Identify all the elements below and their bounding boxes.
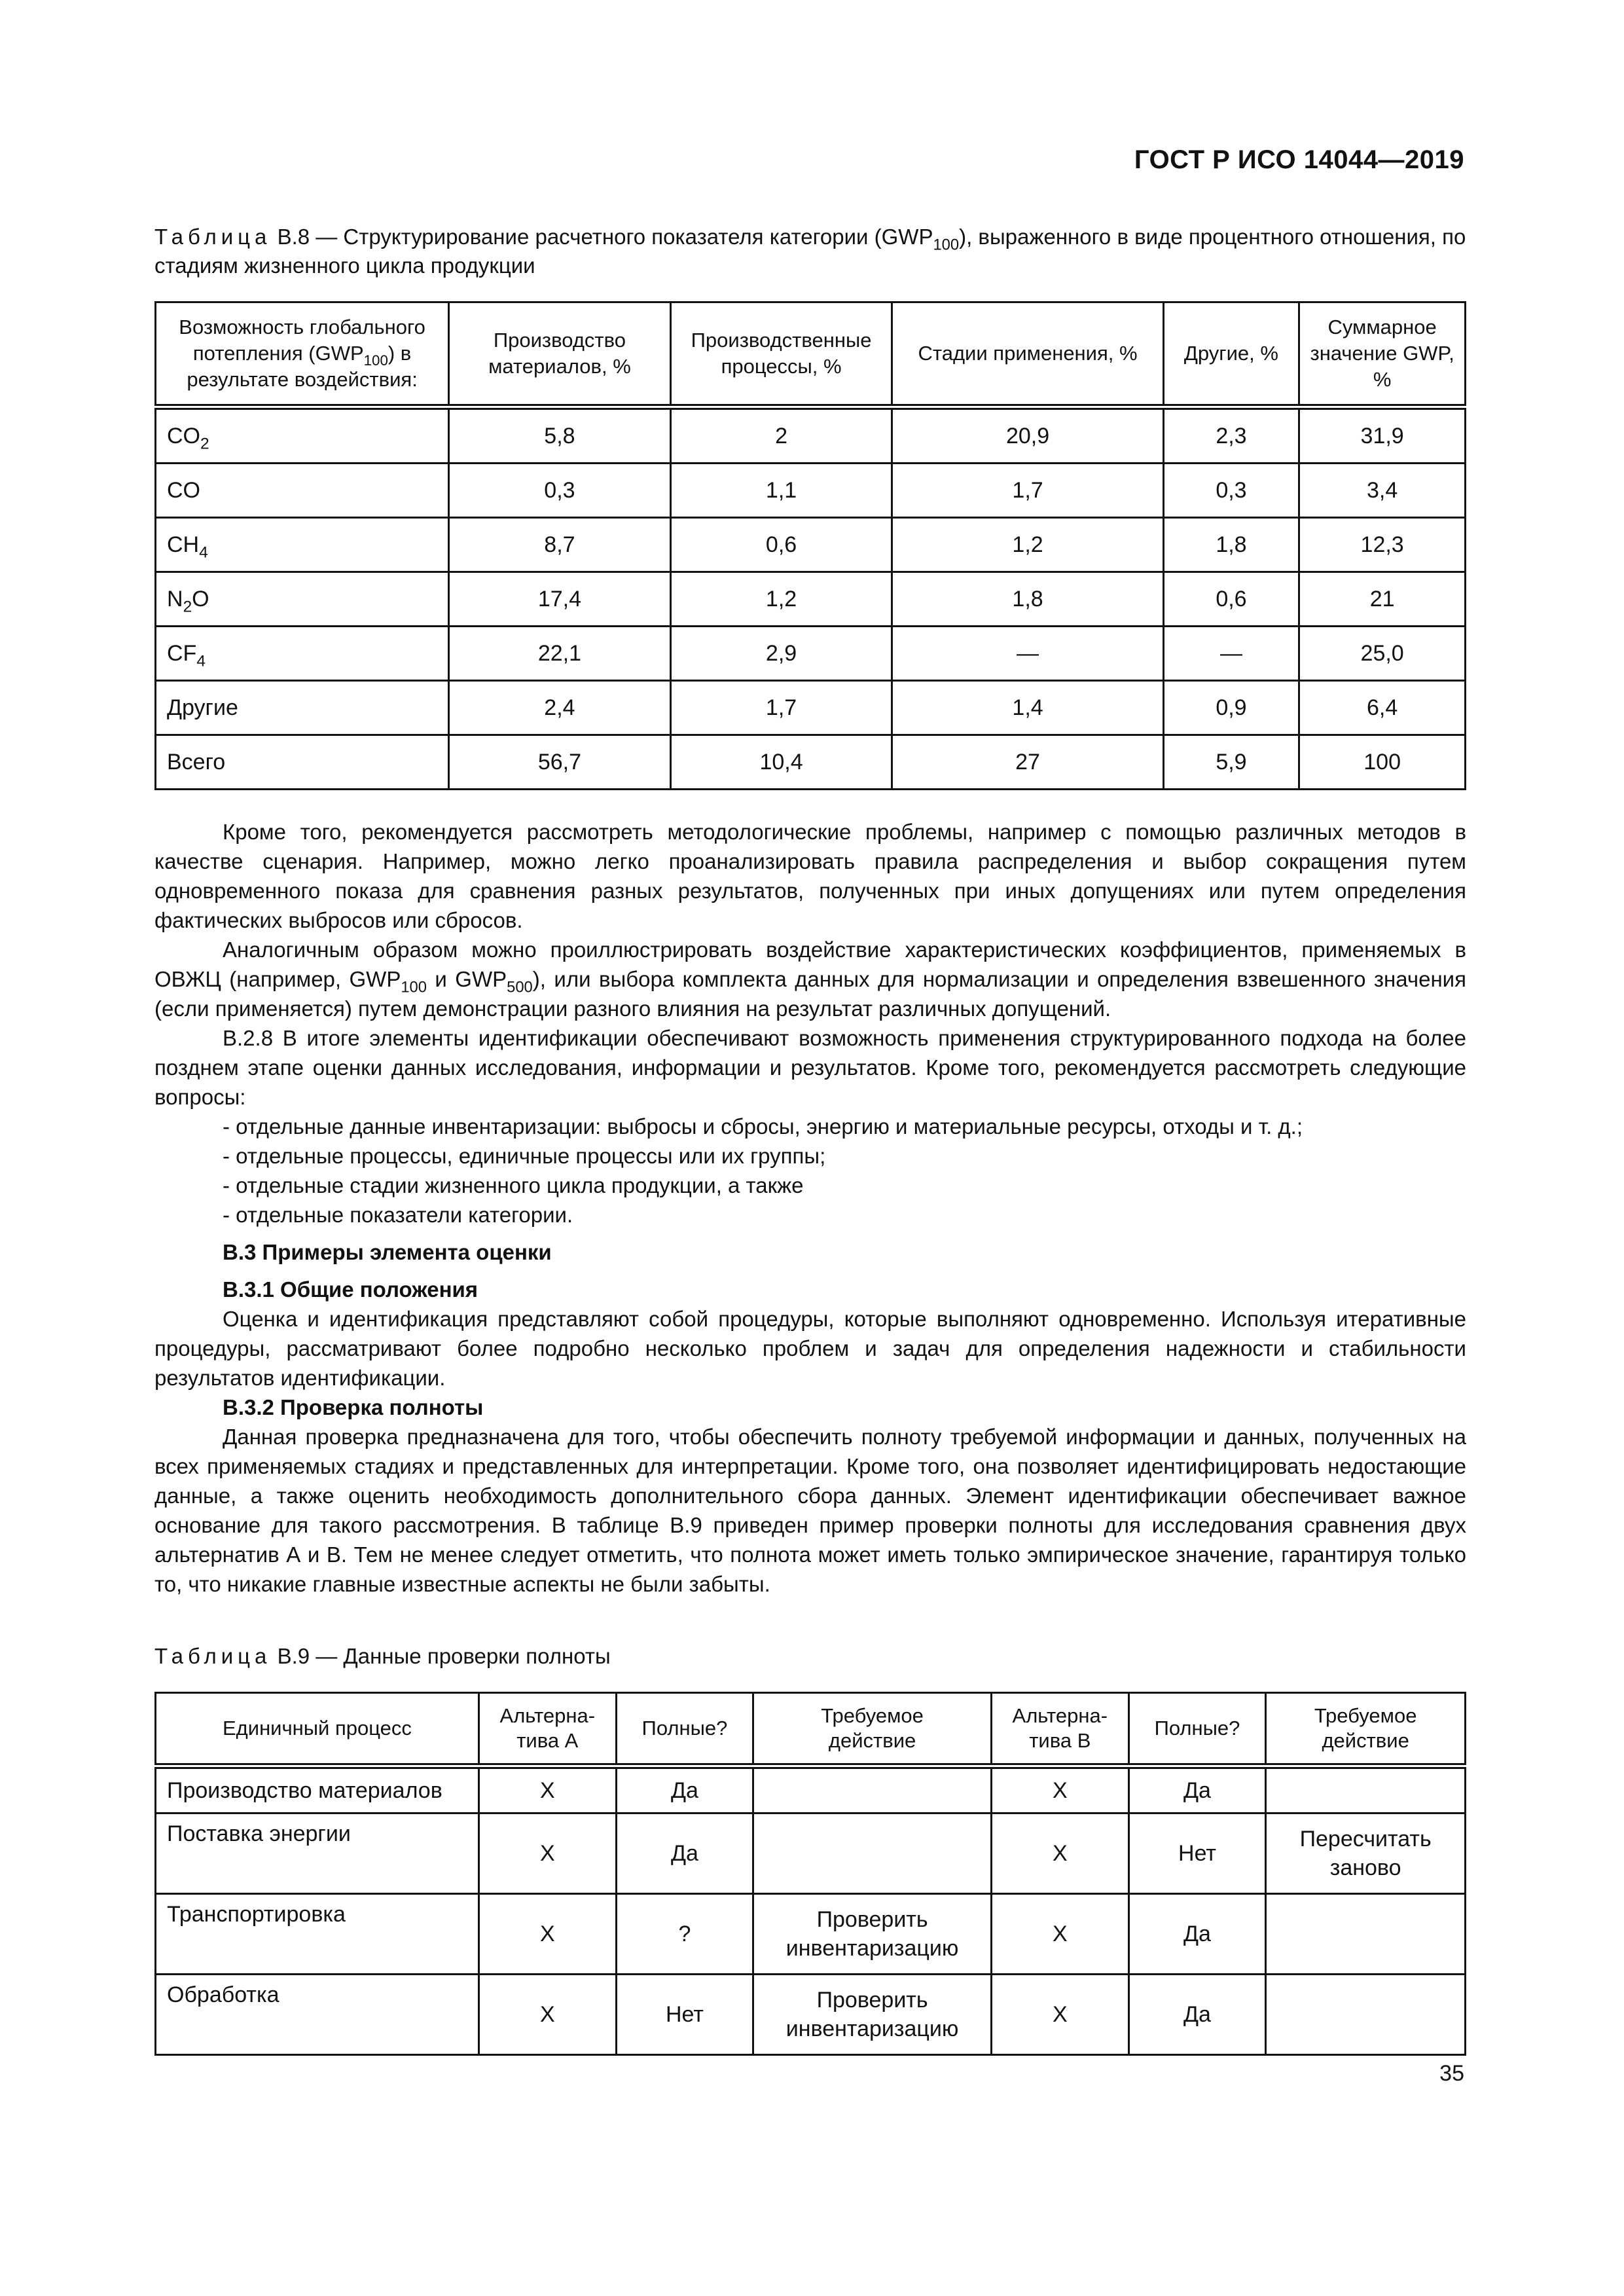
table-cell xyxy=(753,1766,992,1813)
table-cell: X xyxy=(478,1813,616,1894)
table-cell: Да xyxy=(1128,1894,1266,1975)
table-cell: 27 xyxy=(892,735,1163,790)
table-cell: Да xyxy=(1128,1975,1266,2055)
head-sub: 100 xyxy=(363,352,388,369)
table-b8-head: Стадии применения, % xyxy=(892,302,1163,407)
table-b9-head: Требуемое действие xyxy=(753,1693,992,1766)
table-cell: Нет xyxy=(1128,1813,1266,1894)
table-cell: 0,6 xyxy=(670,518,892,572)
table-cell: 21 xyxy=(1299,572,1466,627)
row-label xyxy=(156,518,449,572)
list-item: - отдельные процессы, единичные процессы или их группы; xyxy=(223,1144,826,1168)
table-b9-head: Полные? xyxy=(1128,1693,1266,1766)
paragraph: Оценка и идентификация представляют собой процедуры, которые выполняют одновременно. Используя итеративные процедуры, рассматривают более подробно несколько проблем и задач для определения надежности и стабильности результатов идентификации. xyxy=(154,1307,1466,1390)
table-cell: 2,3 xyxy=(1163,407,1299,464)
table-b9-head: Единичный процесс xyxy=(156,1693,479,1766)
table-cell: Да xyxy=(1128,1766,1266,1813)
table-b9-body xyxy=(156,1766,1466,2055)
table-cell xyxy=(1266,1975,1466,2055)
row-label-subscript: 4 xyxy=(199,543,208,562)
row-label xyxy=(156,735,449,790)
table-cell: 0,3 xyxy=(1163,464,1299,518)
table-cell: 6,4 xyxy=(1299,681,1466,735)
table-cell: 1,2 xyxy=(670,572,892,627)
table-cell: 31,9 xyxy=(1299,407,1466,464)
subscript: 100 xyxy=(401,978,427,996)
subsection-heading: В.3.1 Общие положения xyxy=(223,1277,478,1302)
row-label xyxy=(156,407,449,464)
row-label: Поставка энергии xyxy=(156,1813,479,1894)
caption-sub: 100 xyxy=(933,236,960,254)
head-text-rest: ) в результате воздействия: xyxy=(187,342,418,391)
row-label: Обработка xyxy=(156,1975,479,2055)
table-cell: Пересчитать заново xyxy=(1266,1813,1466,1894)
table-b8-caption xyxy=(154,223,1466,280)
table-cell: — xyxy=(892,627,1163,681)
caption-text-rest: ), выраженного в виде процентного отношения, по стадиям жизненного цикла продукции xyxy=(154,225,1466,278)
paragraph: Данная проверка предназначена для того, чтобы обеспечить полноту требуемой информации и данных, полученных на всех применяемых стадиях и представленных для интерпретации. Кроме того, она позволяет идентифицировать недостающие данные, а также оценить необходимость дополнительного сбора данных. Элемент идентификации обеспечивает важное основание для такого рассмотрения. В таблице В.9 приведен пример проверки полноты для исследования сравнения двух альтернатив А и В. Тем не менее следует отметить, что полнота может иметь только эмпирическое значение, гарантируя только то, что никакие главные известные аспекты не были забыты. xyxy=(154,1425,1466,1596)
table-cell: 1,8 xyxy=(892,572,1163,627)
table-cell: 5,8 xyxy=(449,407,671,464)
table-cell: 25,0 xyxy=(1299,627,1466,681)
row-label xyxy=(156,464,449,518)
table-b8-row xyxy=(156,572,1466,627)
row-label-text: CH xyxy=(167,532,200,557)
body-text xyxy=(154,817,1466,1599)
table-cell: X xyxy=(991,1975,1128,2055)
standard-designation: ГОСТ Р ИСО 14044—2019 xyxy=(1134,145,1464,174)
section-heading: В.3 Примеры элемента оценки xyxy=(223,1240,552,1264)
table-b8-row xyxy=(156,464,1466,518)
row-label xyxy=(156,627,449,681)
list-item: - отдельные стадии жизненного цикла продукции, а также xyxy=(223,1173,804,1197)
row-label xyxy=(156,681,449,735)
table-b8-row xyxy=(156,735,1466,790)
table-cell xyxy=(753,1813,992,1894)
table-b9-row xyxy=(156,1975,1466,2055)
table-cell: 2 xyxy=(670,407,892,464)
table-cell: 2,4 xyxy=(449,681,671,735)
table-b8-head: Производственные процессы, % xyxy=(670,302,892,407)
table-cell: — xyxy=(1163,627,1299,681)
table-b8-head-impact xyxy=(156,302,449,407)
table-b9-row xyxy=(156,1813,1466,1894)
table-cell: 1,4 xyxy=(892,681,1163,735)
row-label-text: N xyxy=(167,586,183,611)
table-b8-head: Производство материалов, % xyxy=(449,302,671,407)
table-cell: 2,9 xyxy=(670,627,892,681)
row-label-text: CO xyxy=(167,477,200,503)
row-label xyxy=(156,572,449,627)
table-cell: X xyxy=(478,1975,616,2055)
caption-text: В.9 — Данные проверки полноты xyxy=(277,1644,611,1668)
table-b8-row xyxy=(156,407,1466,464)
table-cell: 100 xyxy=(1299,735,1466,790)
paragraph: В.2.8 В итоге элементы идентификации обеспечивают возможность применения структурированного подхода на более позднем этапе оценки данных исследования, информации и результатов. Кроме того, рекомендуется рассмотреть следующие вопросы: xyxy=(154,1026,1466,1109)
table-cell: 20,9 xyxy=(892,407,1163,464)
table-cell: X xyxy=(991,1894,1128,1975)
row-label-text: CF xyxy=(167,640,197,666)
row-label-subscript: 4 xyxy=(196,652,206,670)
table-b9-head: Требуемое действие xyxy=(1266,1693,1466,1766)
table-cell: X xyxy=(991,1766,1128,1813)
row-label-text: Всего xyxy=(167,749,226,774)
table-b8-row xyxy=(156,627,1466,681)
table-cell: 1,7 xyxy=(892,464,1163,518)
text: ), или выбора комплекта данных для нормализации и определения взвешенного значения (если применяется) путем демонстрации разного влияния на результат различных допущений. xyxy=(154,967,1466,1021)
table-cell: 8,7 xyxy=(449,518,671,572)
subscript: 500 xyxy=(507,978,533,996)
table-b9-row xyxy=(156,1894,1466,1975)
table-cell: 1,8 xyxy=(1163,518,1299,572)
table-cell: 0,9 xyxy=(1163,681,1299,735)
row-label: Производство материалов xyxy=(156,1766,479,1813)
table-cell: 5,9 xyxy=(1163,735,1299,790)
table-cell: X xyxy=(478,1766,616,1813)
table-b8-head: Другие, % xyxy=(1163,302,1299,407)
table-cell: Да xyxy=(616,1766,753,1813)
list-item: - отдельные данные инвентаризации: выбросы и сбросы, энергию и материальные ресурсы, отходы и т. д.; xyxy=(223,1114,1303,1139)
page-number: 35 xyxy=(1439,2061,1464,2086)
table-cell: Проверить инвентаризацию xyxy=(753,1894,992,1975)
table-cell: X xyxy=(991,1813,1128,1894)
table-cell: 1,2 xyxy=(892,518,1163,572)
table-cell: 10,4 xyxy=(670,735,892,790)
subsection-heading: В.3.2 Проверка полноты xyxy=(223,1395,484,1419)
table-cell: 12,3 xyxy=(1299,518,1466,572)
caption-word: Таблица xyxy=(154,1644,272,1668)
table-b8-row xyxy=(156,681,1466,735)
table-cell: 3,4 xyxy=(1299,464,1466,518)
table-cell: 1,7 xyxy=(670,681,892,735)
table-b9-caption xyxy=(154,1642,1466,1671)
table-cell xyxy=(1266,1766,1466,1813)
table-cell: 0,6 xyxy=(1163,572,1299,627)
list-item: - отдельные показатели категории. xyxy=(223,1203,573,1227)
paragraph xyxy=(154,935,1466,1023)
head-text: Возможность глобального потепления (GWP xyxy=(179,316,425,365)
table-cell: Да xyxy=(616,1813,753,1894)
table-b9-header xyxy=(156,1693,1466,1766)
table-cell: 22,1 xyxy=(449,627,671,681)
table-b8 xyxy=(154,301,1466,790)
table-cell: 1,1 xyxy=(670,464,892,518)
row-label-subscript: 2 xyxy=(200,435,209,453)
table-cell xyxy=(1266,1894,1466,1975)
table-cell: 17,4 xyxy=(449,572,671,627)
row-label-tail: O xyxy=(192,586,209,611)
table-b8-header xyxy=(156,302,1466,407)
caption-text: В.8 — Структурирование расчетного показателя категории (GWP xyxy=(277,225,933,249)
table-cell: Нет xyxy=(616,1975,753,2055)
text: и GWP xyxy=(426,967,507,991)
row-label-text: Другие xyxy=(167,695,238,720)
table-cell: 0,3 xyxy=(449,464,671,518)
table-cell: ? xyxy=(616,1894,753,1975)
table-b8-row xyxy=(156,518,1466,572)
table-b8-body xyxy=(156,407,1466,790)
table-b9-head: Альтерна-тива В xyxy=(991,1693,1128,1766)
table-cell: Проверить инвентаризацию xyxy=(753,1975,992,2055)
caption-word: Таблица xyxy=(154,225,272,249)
table-b9-row xyxy=(156,1766,1466,1813)
row-label: Транспортировка xyxy=(156,1894,479,1975)
table-cell: 56,7 xyxy=(449,735,671,790)
table-cell: X xyxy=(478,1894,616,1975)
row-label-subscript: 2 xyxy=(183,598,192,616)
paragraph: Кроме того, рекомендуется рассмотреть методологические проблемы, например с помощью различных методов в качестве сценария. Например, можно легко проанализировать правила распределения и выбор сокращения путем одновременного показа для сравнения разных результатов, полученных при иных допущениях или путем определения фактических выбросов или сбросов. xyxy=(154,820,1466,932)
table-b9-head: Полные? xyxy=(616,1693,753,1766)
row-label-text: CO xyxy=(167,423,200,448)
table-b8-head: Суммарное значение GWP, % xyxy=(1299,302,1466,407)
text: Аналогичным образом можно проиллюстрировать воздействие характеристических коэффициентов, применяемых в ОВЖЦ (например, GWP xyxy=(154,938,1466,991)
table-b9 xyxy=(154,1692,1466,2056)
table-b9-head: Альтерна-тива А xyxy=(478,1693,616,1766)
